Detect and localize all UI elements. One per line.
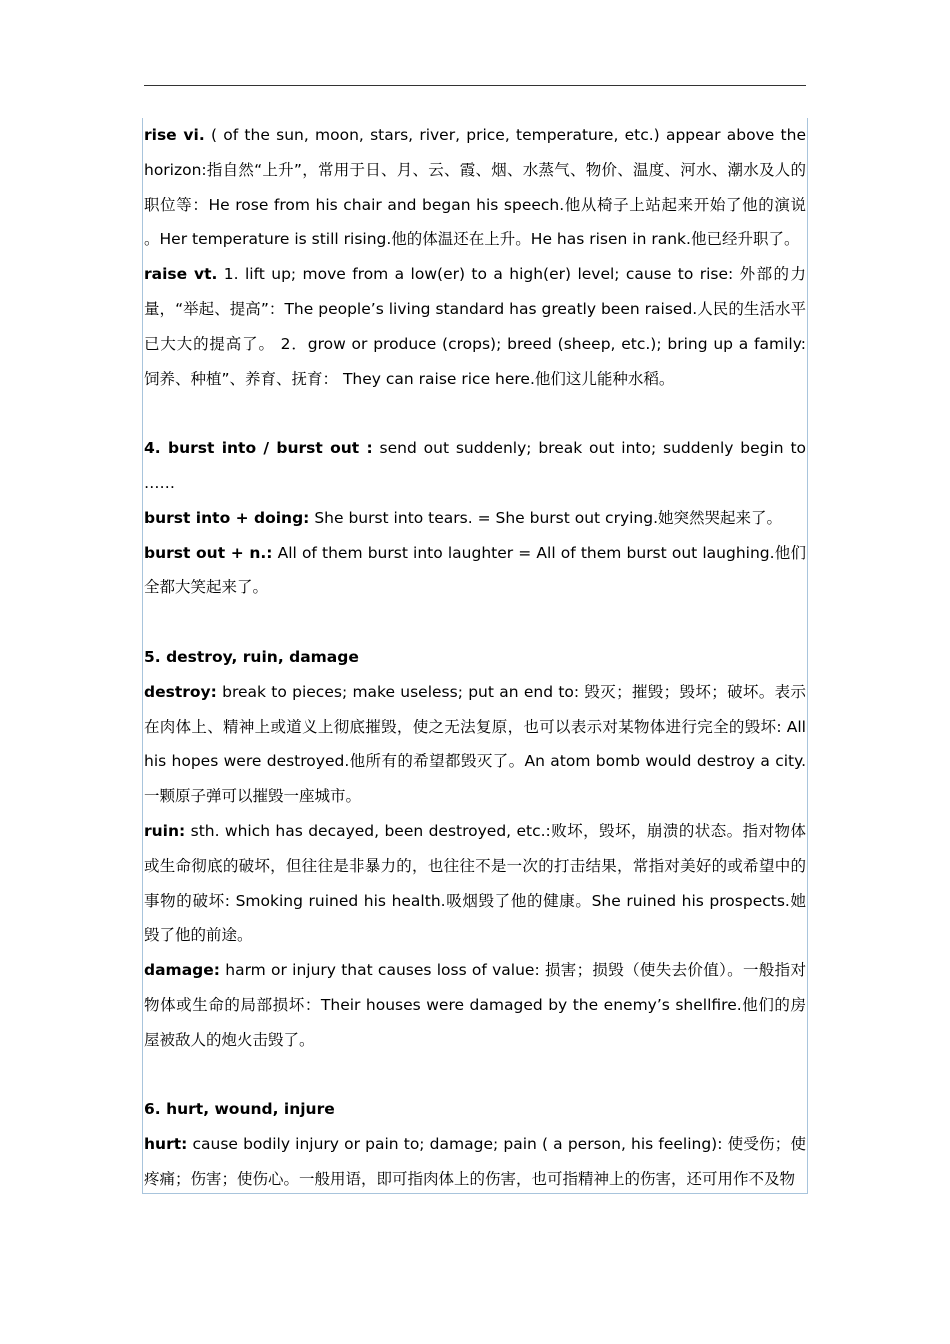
definition-rise: ( of the sun, moon, stars, river, price, temperature, etc.) appear above the horizon:指自然“上升”，常用于日、月、云、霞、烟、水蒸气、物价、温度、河水、潮水及人的职位等：He rose from his chair and began his speech.他从椅子上站起来开始了他的演说 。Her temperature is still rising.他的体温还在上升。He has risen in rank.他已经升职了。: [144, 126, 806, 249]
definition-burst-into: She burst into tears. = She burst out crying.她突然哭起来了。: [309, 508, 783, 527]
paragraph-ruin: [144, 814, 806, 953]
paragraph-burst-out: [144, 536, 806, 606]
term-damage: damage:: [144, 961, 220, 980]
header-rule: [144, 85, 806, 86]
definition-ruin: sth. which has decayed, been destroyed, etc.:败坏，毁坏，崩溃的状态。指对物体或生命彻底的破坏，但往往是非暴力的，也往往不是一次的打击结果，常指对美好的或希望中的事物的破坏: Smoking ruined his health.吸烟毁了他的健康。She ruined his prospects.她毁了他的前途。: [144, 821, 806, 945]
definition-raise: 1. lift up; move from a low(er) to a high(er) level; cause to rise: 外部的力量，“举起、提高”：The people’s living standard has greatly been raised.人民的生活水平已大大的提高了。 2．grow or produce (crops); breed (sheep, etc.); bring up a family: 饲养、种植”、养育、抚育： They can raise rice here.他们这儿能种水稻。: [144, 265, 807, 388]
paragraph-hurt: [144, 1127, 806, 1197]
document-body: [144, 118, 806, 1197]
term-burst-heading: 4. burst into / burst out :: [144, 439, 373, 458]
heading-burst: [144, 431, 806, 501]
term-hurt-heading: 6. hurt, wound, injure: [144, 1100, 335, 1119]
paragraph-damage: [144, 953, 806, 1057]
blank-line: [144, 1058, 806, 1093]
term-destroy-heading: 5. destroy, ruin, damage: [144, 647, 359, 666]
paragraph-rise: [144, 118, 806, 257]
definition-burst: send out suddenly; break out into; suddenly begin to ……: [144, 439, 807, 492]
paragraph-destroy: [144, 675, 806, 814]
paragraph-raise: [144, 257, 806, 396]
term-destroy: destroy:: [144, 682, 217, 701]
definition-burst-out: All of them burst into laughter = All of them burst out laughing.他们全都大笑起来了。: [144, 543, 806, 597]
term-raise: raise vt.: [144, 265, 218, 284]
definition-destroy: break to pieces; make useless; put an end to: 毁灭；摧毁；毁坏；破坏。表示在肉体上、精神上或道义上彻底摧毁，使之无法复原，也可以表示对某物体进行完全的毁坏: All his hopes were destroyed.他所有的希望都毁灭了。An atom bomb would destroy a city. 一颗原子弹可以摧毁一座城市。: [144, 682, 806, 806]
term-ruin: ruin:: [144, 821, 186, 840]
paragraph-burst-into: [144, 501, 806, 536]
blank-line: [144, 605, 806, 640]
term-burst-out: burst out + n.:: [144, 543, 273, 562]
heading-hurt: [144, 1092, 806, 1127]
term-burst-into: burst into + doing:: [144, 508, 310, 527]
term-hurt: hurt:: [144, 1135, 188, 1154]
heading-destroy: [144, 640, 806, 675]
definition-hurt: cause bodily injury or pain to; damage; pain ( a person, his feeling): 使受伤；使疼痛；伤害；使伤心。一般用语，即可指肉体上的伤害，也可指精神上的伤害，还可用作不及物: [144, 1135, 806, 1188]
definition-damage: harm or injury that causes loss of value: 损害；损毁（使失去价值）。一般指对物体或生命的局部损坏：Their houses were damaged by the enemy’s shellfire.他们的房屋被敌人的炮火击毁了。: [144, 961, 806, 1049]
term-rise: rise vi.: [144, 126, 205, 144]
blank-line: [144, 396, 806, 431]
